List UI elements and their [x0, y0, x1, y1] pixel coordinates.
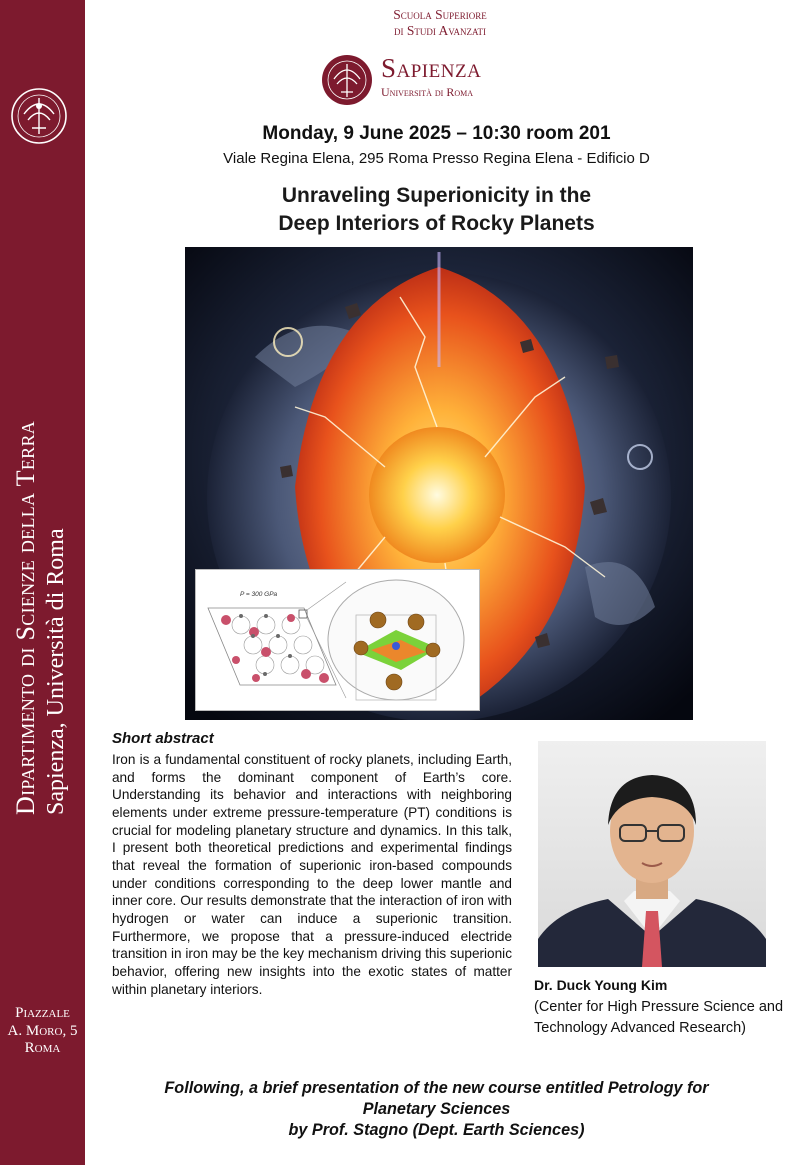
crystal-diagram — [196, 570, 479, 710]
address-line: Roma — [24, 1040, 61, 1057]
footer-note — [85, 1078, 788, 1141]
event-venue: Viale Regina Elena, 295 Roma Presso Regina Elena - Edificio D — [223, 150, 650, 167]
footer-line: Planetary Sciences — [362, 1100, 511, 1119]
department-line1: Dipartimento di Scienze della Terra — [11, 420, 40, 815]
footer-line: Following, a brief presentation of the new course entitled Petrology for — [164, 1079, 709, 1097]
speaker-photo — [538, 741, 766, 967]
talk-title-line: Deep Interiors of Rocky Planets — [278, 211, 595, 235]
address-line: Piazzale — [15, 1005, 70, 1021]
talk-title — [85, 182, 788, 237]
crystal-structure-inset — [195, 569, 480, 711]
department-line2: Sapienza, Università di Roma — [42, 528, 69, 815]
university-logo-text — [381, 55, 481, 100]
speaker-name: Dr. Duck Young Kim — [534, 977, 668, 993]
address-line: A. Moro, 5 — [7, 1022, 78, 1039]
institution-name — [350, 7, 530, 38]
sidebar — [0, 0, 85, 1165]
institution-line: Scuola Superiore — [393, 7, 487, 22]
pressure-label: P = 300 GPa — [240, 591, 278, 598]
department-name — [11, 335, 70, 815]
talk-title-line: Unraveling Superionicity in the — [281, 184, 592, 207]
address — [0, 1005, 85, 1058]
footer-line: by Prof. Stagno (Dept. Earth Sciences) — [288, 1121, 585, 1140]
abstract-heading: Short abstract — [112, 730, 214, 747]
university-subtitle: Università di Roma — [381, 85, 473, 99]
sapienza-seal-icon — [10, 84, 68, 152]
event-date-time-room: Monday, 9 June 2025 – 10:30 room 201 — [262, 123, 611, 144]
university-name: Sapienza — [381, 53, 482, 83]
sapienza-logo-icon — [321, 53, 373, 107]
institution-line: di Studi Avanzati — [393, 22, 487, 38]
abstract-text: Iron is a fundamental constituent of rocky planets, including Earth, and forms the dominant component of Earth’s core. Understanding its behavior and interactions with neighboring elements under extreme pressure-temperature (PT) conditions is crucial for modeling planetary structure and dynamics. In this talk, I present both theoretical predictions and experimental findings that reveal the formation of superionic iron-based compounds under conditions corresponding to the deep lower mantle and inner core. Our results demonstrate that the interaction of iron with hydrogen or water can induce a superionic transition. Furthermore, we propose that a pressure-induced electride transition in iron may be the key mechanism driving this superionic behavior, offering new insights into the exotic states of matter within planetary interiors. — [112, 752, 512, 997]
speaker-affiliation: (Center for High Pressure Science and Technology Advanced Research) — [534, 999, 784, 1037]
